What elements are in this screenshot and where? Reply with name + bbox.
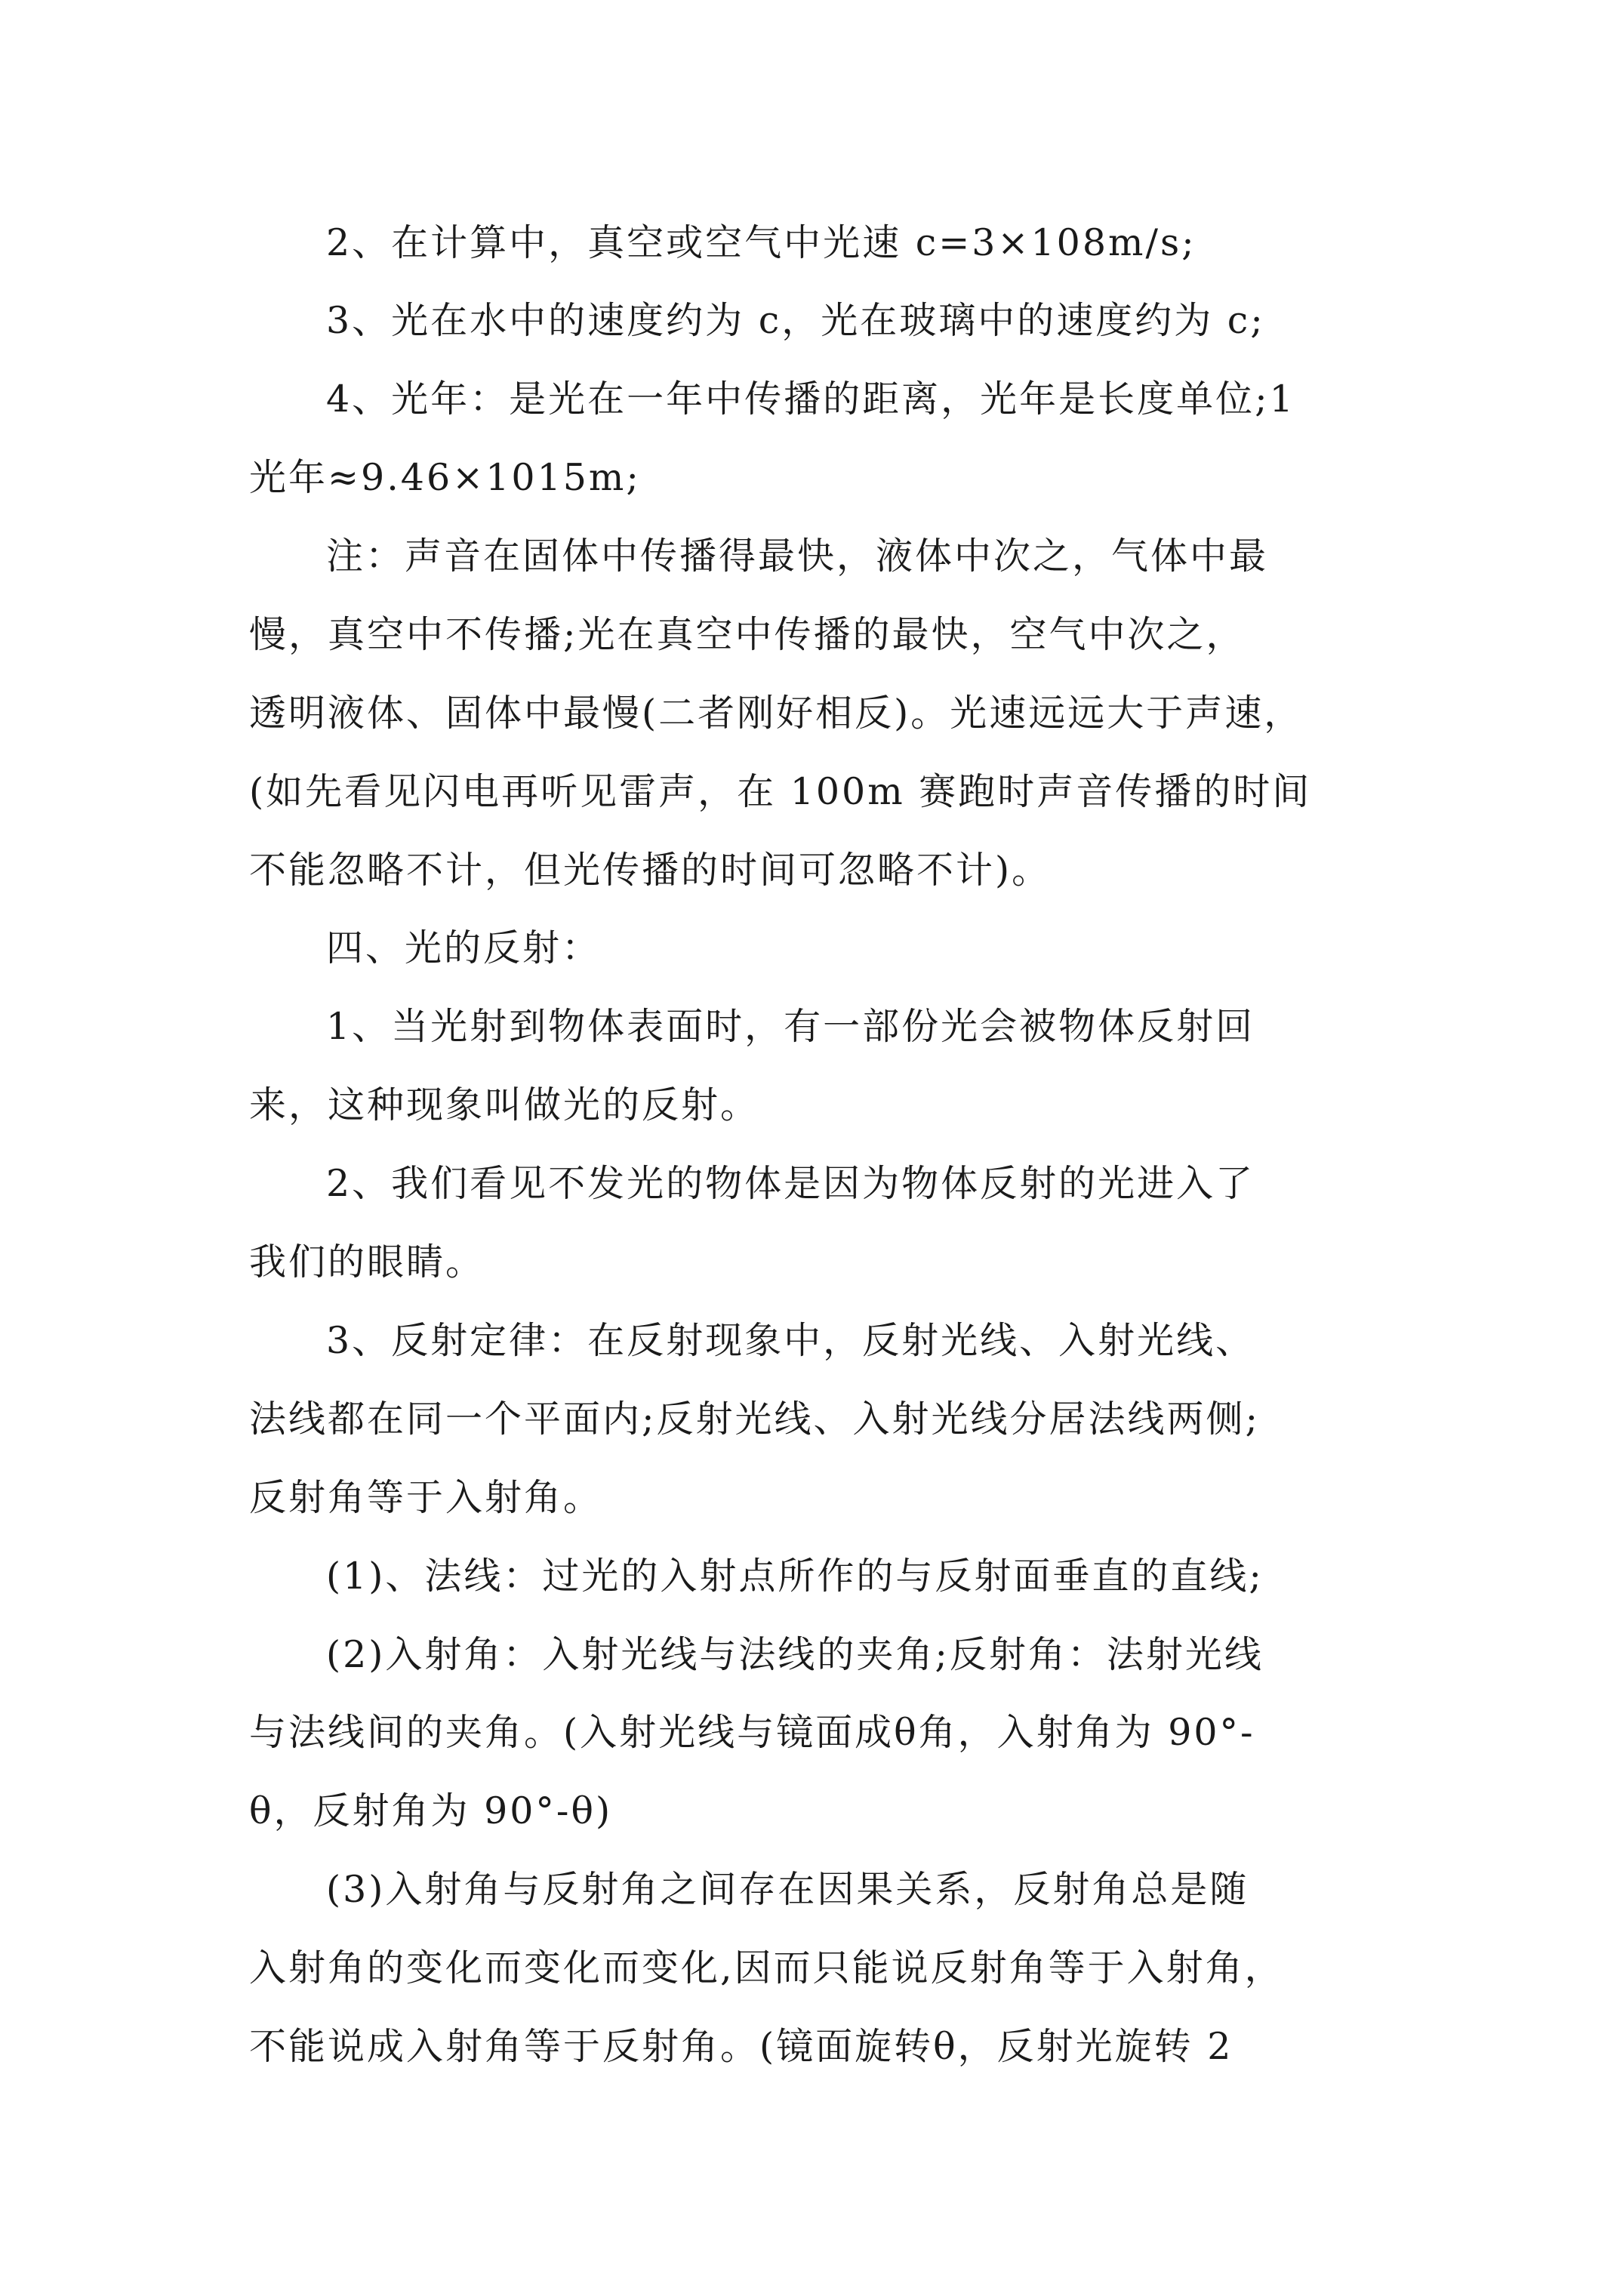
text-line: 3、反射定律：在反射现象中，反射光线、入射光线、 bbox=[326, 1319, 1255, 1362]
text-line: 与法线间的夹角。(入射光线与镜面成θ角，入射角为 90°- bbox=[249, 1711, 1255, 1754]
text-line: 四、光的反射： bbox=[326, 926, 602, 969]
text-line: (如先看见闪电再听见雷声，在 100m 赛跑时声音传播的时间 bbox=[249, 770, 1312, 813]
text-line: 1、当光射到物体表面时，有一部份光会被物体反射回 bbox=[326, 1005, 1255, 1048]
text-line: (1)、法线：过光的入射点所作的与反射面垂直的直线; bbox=[326, 1555, 1264, 1598]
text-line: 透明液体、固体中最慢(二者刚好相反)。光速远远大于声速， bbox=[249, 692, 1304, 735]
text-line: 慢，真空中不传播;光在真空中传播的最快，空气中次之， bbox=[249, 613, 1246, 656]
text-line: 法线都在同一个平面内;反射光线、入射光线分居法线两侧; bbox=[249, 1398, 1261, 1441]
text-line: 2、在计算中，真空或空气中光速 c=3×108m/s; bbox=[326, 221, 1196, 264]
text-line: 来，这种现象叫做光的反射。 bbox=[249, 1083, 760, 1126]
text-line: 我们的眼睛。 bbox=[249, 1240, 485, 1284]
text-line: 4、光年：是光在一年中传播的距离，光年是长度单位;1 bbox=[326, 378, 1295, 421]
text-line: 不能说成入射角等于反射角。(镜面旋转θ，反射光旋转 2 bbox=[249, 2025, 1233, 2068]
text-line: 不能忽略不计，但光传播的时间可忽略不计)。 bbox=[249, 849, 1052, 892]
text-line: 3、光在水中的速度约为 c，光在玻璃中的速度约为 c; bbox=[326, 299, 1265, 342]
text-line: 光年≈9.46×1015m; bbox=[249, 456, 641, 499]
text-line: 2、我们看见不发光的物体是因为物体反射的光进入了 bbox=[326, 1162, 1255, 1205]
text-line: 注：声音在固体中传播得最快，液体中次之，气体中最 bbox=[326, 535, 1269, 578]
text-line: (3)入射角与反射角之间存在因果关系，反射角总是随 bbox=[326, 1868, 1249, 1911]
text-line: (2)入射角：入射光线与法线的夹角;反射角：法射光线 bbox=[326, 1633, 1264, 1676]
text-line: 入射角的变化而变化而变化,因而只能说反射角等于入射角， bbox=[249, 1946, 1284, 1989]
text-line: θ，反射角为 90°-θ) bbox=[249, 1789, 613, 1832]
text-line: 反射角等于入射角。 bbox=[249, 1476, 603, 1519]
